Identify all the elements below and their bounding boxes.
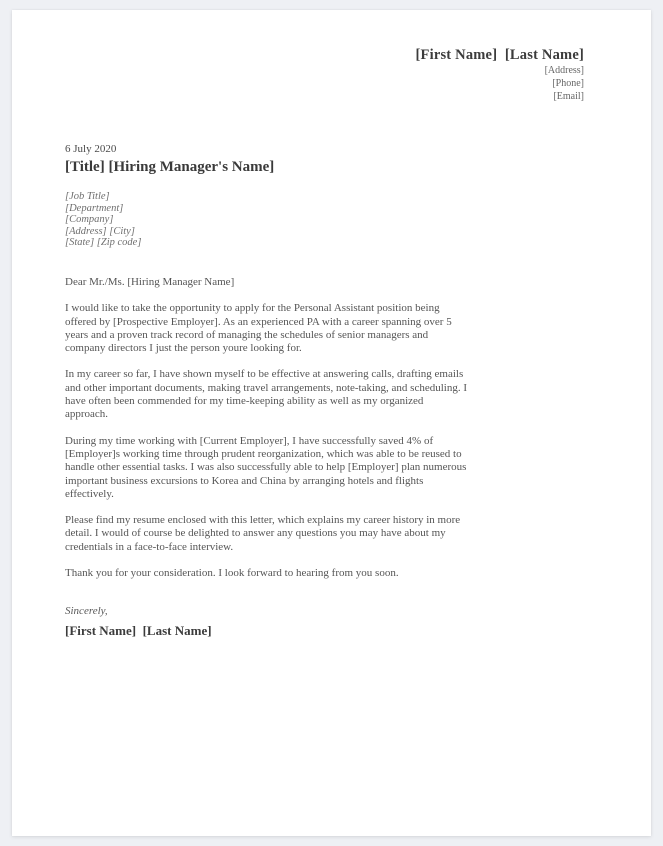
closing-sincerely: Sincerely, [65,605,108,618]
recipient-company: [Company] [65,214,114,226]
signature-name: [First Name] [Last Name] [65,623,212,639]
letter-date: 6 July 2020 [65,143,117,155]
recipient-state-zip: [State] [Zip code] [65,237,142,249]
recipient-department: [Department] [65,202,124,214]
paragraph-2: In my career so far, I have shown myself to be effective at answering calls, drafting emails and other important documents, making travel arrangements, note-taking, and scheduling. I have often been commended for my time-keeping ability as well as my organized approach. [65,368,467,421]
paragraph-5: Thank you for your consideration. I look forward to hearing from you soon. [65,567,399,580]
sender-name: [First Name] [Last Name] [415,47,584,63]
recipient-details [65,191,584,249]
sender-block [65,46,584,103]
recipient-address-city: [Address] [City] [65,225,135,237]
paragraph-1: I would like to take the opportunity to apply for the Personal Assistant position being offered by [Prospective Employer]. As an experienced PA with a career spanning over 5 years and a proven track record of managing the schedules of senior managers and company directors I just the person youre looking for. [65,302,452,355]
letter-body [65,276,469,580]
salutation: Dear Mr./Ms. [Hiring Manager Name] [65,275,235,288]
recipient-job-title: [Job Title] [65,191,110,202]
sender-address: [Address] [544,65,584,76]
recipient-title-name: [Title] [Hiring Manager's Name] [65,159,275,175]
paragraph-4: Please find my resume enclosed with this letter, which explains my career history in more detail. I would of course be delighted to answer any questions you may have about my credentials in a face-to-face interview. [65,514,461,553]
sender-phone: [Phone] [552,78,584,89]
paragraph-3: During my time working with [Current Employer], I have successfully saved 4% of [Employer]s working time through prudent reorganization, which was able to be reused to handle other essential tasks. I was also successfully able to help [Employer] plan numerous important business excursions to Korea and China by arranging hotels and flights effectively. [65,434,467,500]
sender-email: [Email] [553,91,584,102]
letter-page [12,10,651,836]
